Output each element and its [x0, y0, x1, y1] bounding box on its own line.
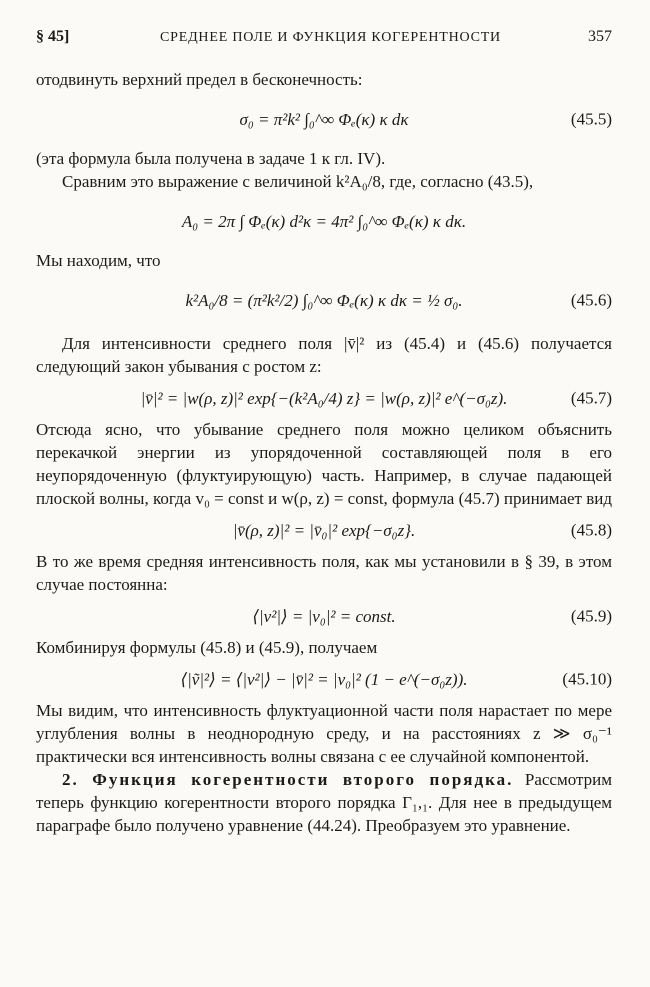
- section-marker: § 45]: [36, 28, 70, 45]
- paragraph: Отсюда ясно, что убывание среднего поля можно целиком объяснить перекачкой энергии из упорядоченной составляющей поля в его неупорядоченную (флуктуирующую) часть. Например, в случае падающей плоской волны, когда v₀ = const и w(ρ, z) = const, формула (45.7) принимает вид: [36, 420, 612, 508]
- equation-45-7: [36, 378, 612, 418]
- equation-expression: |v̄|² = |w(ρ, z)|² exp{−(k²A₀/4) z} = |w(ρ, z)|² e^(−σ₀z).: [140, 388, 508, 408]
- equation-expression: ⟨|ṽ|²⟩ = ⟨|v²|⟩ − |v̄|² = |v₀|² (1 − e^(−σ₀z)).: [180, 669, 468, 689]
- equation-number: (45.7): [570, 388, 612, 408]
- paragraph: (эта формула была получена в задаче 1 к гл. IV).: [36, 149, 386, 168]
- equation-45-8: [36, 510, 612, 550]
- page-body: [36, 68, 612, 837]
- running-title: СРЕДНЕЕ ПОЛЕ И ФУНКЦИЯ КОГЕРЕНТНОСТИ: [160, 30, 501, 45]
- paragraph-text: Рассмотрим теперь функцию когерентности второго порядка Γ₁,₁. Для нее в предыдущем параграфе было получено уравнение (44.24). Преобразуем это уравнение.: [36, 770, 612, 835]
- paragraph: В то же время средняя интенсивность поля, как мы установили в § 39, в этом случае постоянна:: [36, 552, 612, 594]
- equation-expression: ⟨|v²|⟩ = |v₀|² = const.: [252, 606, 396, 626]
- equation-expression: A₀ = 2π ∫ Φₑ(κ) d²κ = 4π² ∫₀^∞ Φₑ(κ) κ dκ.: [181, 211, 467, 231]
- paragraph: отодвинуть верхний предел в бесконечность:: [36, 70, 363, 89]
- equation-expression: k²A₀/8 = (π²k²/2) ∫₀^∞ Φₑ(κ) κ dκ = ½ σ₀.: [185, 290, 463, 310]
- page-number: 357: [588, 28, 612, 45]
- equation-expression: |v̄(ρ, z)|² = |v̄₀|² exp{−σ₀z}.: [232, 520, 416, 540]
- running-header: [36, 28, 612, 52]
- equation-number: (45.9): [570, 606, 612, 626]
- equation-45-6: [36, 272, 612, 328]
- equation-number: (45.6): [570, 290, 612, 310]
- equation-a0: [36, 193, 612, 249]
- subsection-paragraph: [36, 768, 612, 837]
- subsection-heading: 2. Функция когерентности второго порядка.: [62, 770, 514, 789]
- paragraph: Комбинируя формулы (45.8) и (45.9), получаем: [36, 638, 378, 657]
- paragraph: Для интенсивности среднего поля |v̄|² из (45.4) и (45.6) получается следующий закон убывания с ростом z:: [36, 334, 612, 376]
- equation-45-5: [36, 91, 612, 147]
- equation-number: (45.10): [562, 669, 612, 689]
- paragraph: Сравним это выражение с величиной k²A₀/8, где, согласно (43.5),: [62, 172, 534, 191]
- equation-number: (45.5): [570, 109, 612, 129]
- paragraph: Мы видим, что интенсивность флуктуационной части поля нарастает по мере углубления волны в неоднородную среду, и на расстояниях z ≫ σ₀⁻¹ практически вся интенсивность волны связана с ее случайной компонентой.: [36, 701, 612, 766]
- equation-number: (45.8): [570, 520, 612, 540]
- equation-45-9: [36, 596, 612, 636]
- equation-expression: σ₀ = π²k² ∫₀^∞ Φₑ(κ) κ dκ: [239, 109, 409, 129]
- equation-45-10: [36, 659, 612, 699]
- paragraph: Мы находим, что: [36, 251, 161, 270]
